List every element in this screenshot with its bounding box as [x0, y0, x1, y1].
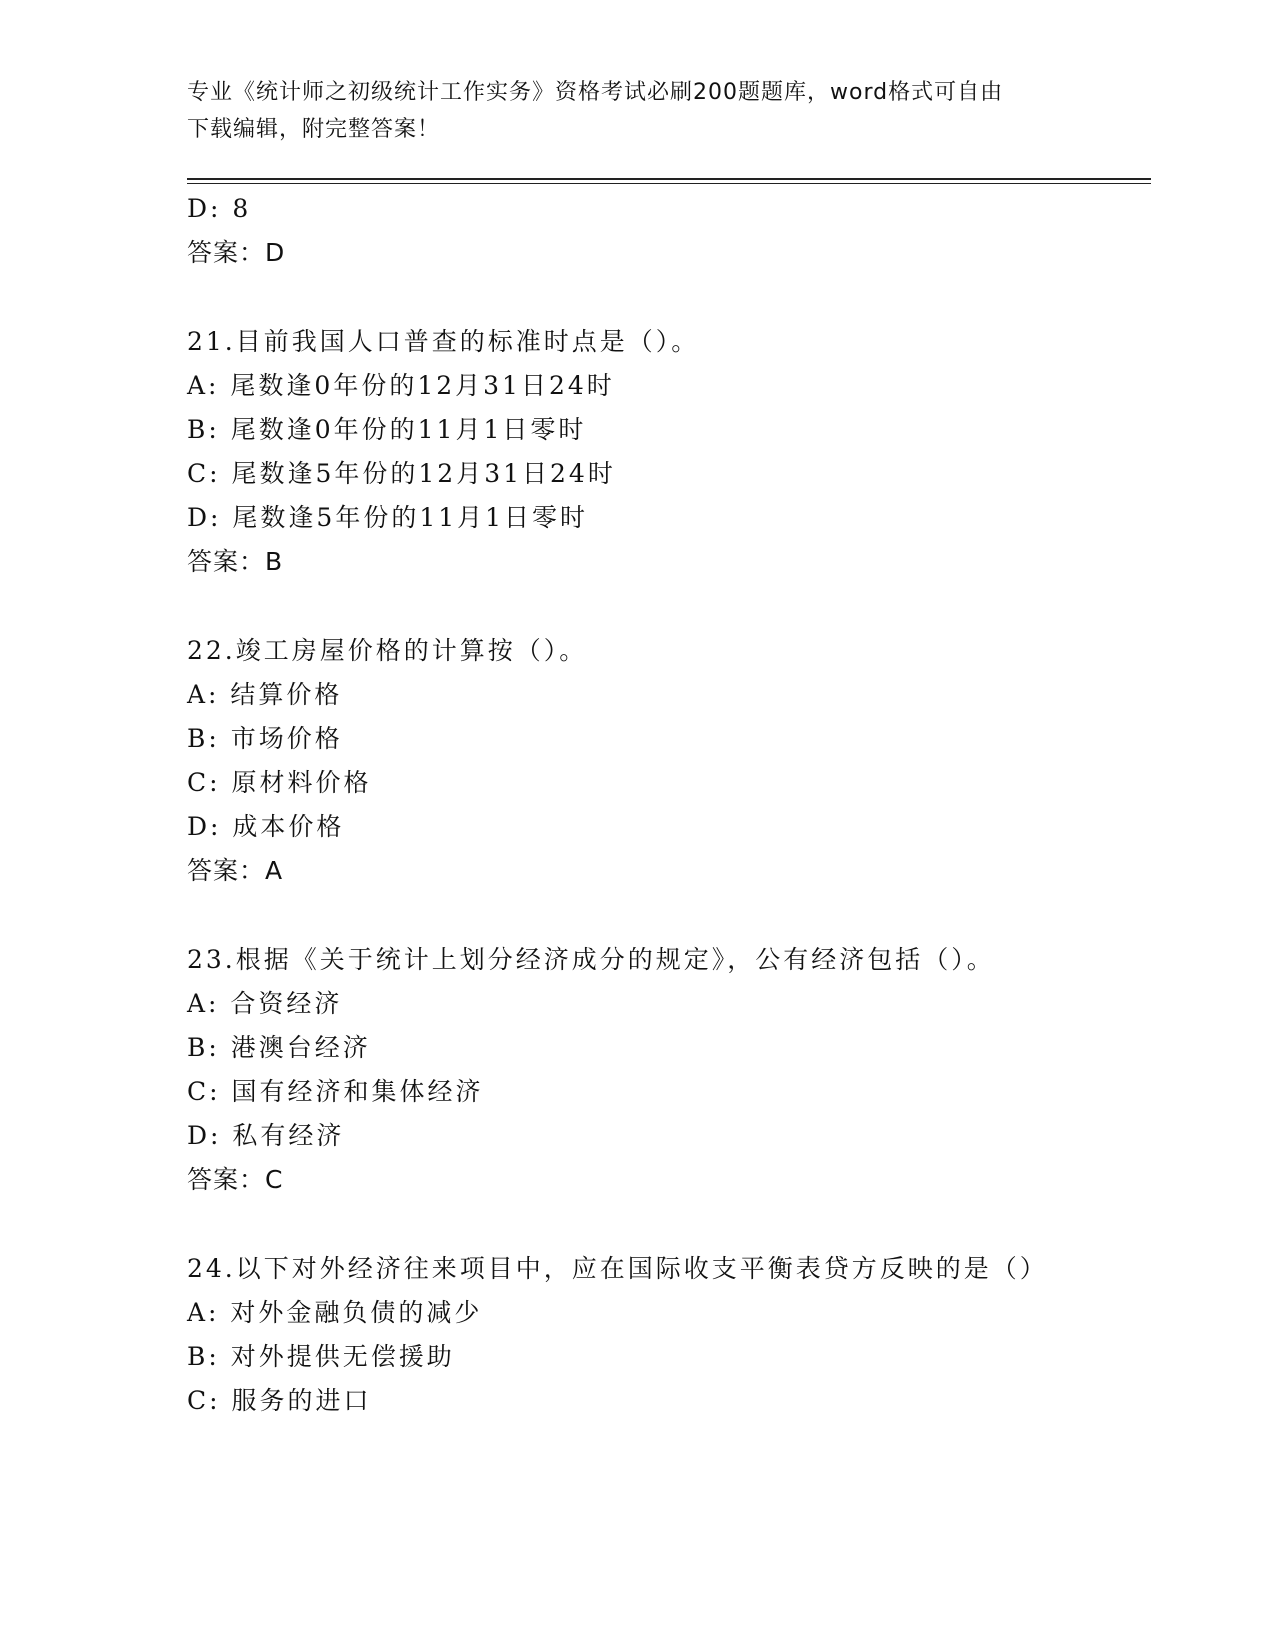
- q23-option-c: C: 国有经济和集体经济: [187, 1077, 484, 1106]
- q23-option-d: D: 私有经济: [187, 1121, 345, 1150]
- q21-answer: 答案：B: [187, 547, 284, 576]
- q24-title: 24.以下对外经济往来项目中，应在国际收支平衡表贷方反映的是（）: [187, 1254, 1048, 1283]
- q22-option-c: C: 原材料价格: [187, 768, 372, 797]
- q21-title: 21.目前我国人口普查的标准时点是（）。: [187, 327, 700, 356]
- q23-option-b: B: 港澳台经济: [187, 1033, 371, 1062]
- q21-option-b: B: 尾数逢0年份的11月1日零时: [187, 415, 587, 444]
- q22-title: 22.竣工房屋价格的计算按（）。: [187, 636, 588, 665]
- prev-answer: 答案：D: [187, 238, 286, 267]
- prev-option-d: D: 8: [187, 194, 252, 223]
- header-rule-thin: [187, 183, 1151, 184]
- header-rule-thick: [187, 178, 1151, 180]
- q24-option-b: B: 对外提供无偿援助: [187, 1342, 455, 1371]
- q22-option-b: B: 市场价格: [187, 724, 343, 753]
- q23-answer: 答案：C: [187, 1165, 284, 1194]
- q21-option-d: D: 尾数逢5年份的11月1日零时: [187, 503, 589, 532]
- q24-option-c: C: 服务的进口: [187, 1386, 372, 1415]
- q23-option-a: A: 合资经济: [187, 989, 343, 1018]
- q22-option-a: A: 结算价格: [187, 680, 343, 709]
- q22-option-d: D: 成本价格: [187, 812, 345, 841]
- q21-option-c: C: 尾数逢5年份的12月31日24时: [187, 459, 616, 488]
- q23-title: 23.根据《关于统计上划分经济成分的规定》，公有经济包括（）。: [187, 945, 995, 974]
- q24-option-a: A: 对外金融负债的减少: [187, 1298, 483, 1327]
- document-header: [187, 74, 1077, 148]
- q21-option-a: A: 尾数逢0年份的12月31日24时: [187, 371, 615, 400]
- header-line-2: 下载编辑，附完整答案！: [187, 117, 441, 142]
- q22-answer: 答案：A: [187, 856, 284, 885]
- header-line-1: 专业《统计师之初级统计工作实务》资格考试必刷200题题库，word格式可自由: [187, 80, 1004, 105]
